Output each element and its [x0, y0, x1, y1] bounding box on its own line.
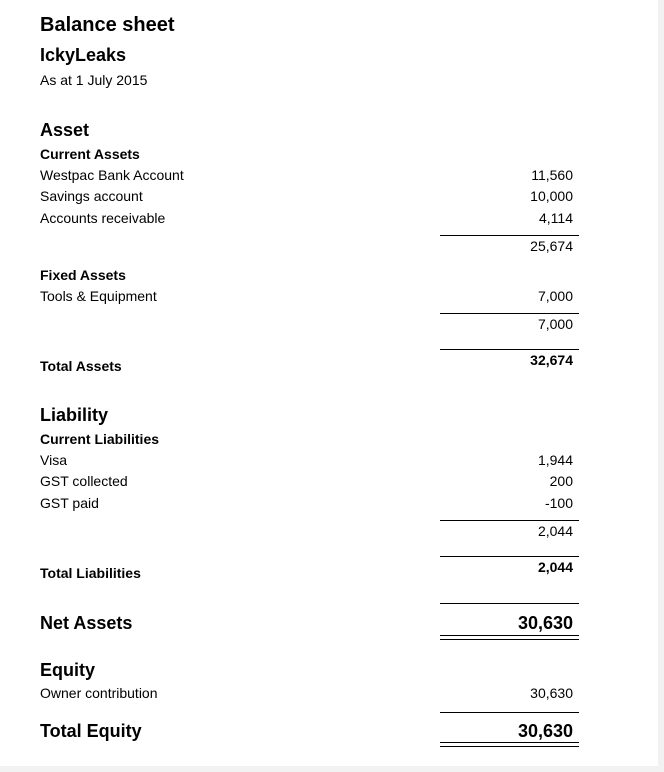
net-assets-top-rule: [440, 603, 579, 604]
current-assets-subtotal: 25,674: [530, 238, 573, 254]
subtotal-rule: [440, 313, 579, 314]
line-item-label: Tools & Equipment: [40, 288, 157, 304]
line-item-label: GST paid: [40, 495, 99, 511]
fixed-assets-subtotal: 7,000: [537, 316, 573, 332]
line-item-label: GST collected: [40, 473, 128, 489]
total-equity-value: 30,630: [517, 721, 573, 741]
total-assets-label: Total Assets: [40, 358, 122, 374]
fixed-assets-heading: Fixed Assets: [40, 267, 126, 283]
asset-heading: Asset: [40, 120, 90, 140]
liability-heading: Liability: [40, 405, 109, 425]
total-rule: [440, 349, 579, 350]
current-liabilities-heading: Current Liabilities: [40, 431, 160, 447]
line-item-label: Accounts receivable: [40, 210, 166, 226]
total-equity-top-rule: [440, 712, 579, 713]
line-item-value: 10,000: [530, 188, 573, 204]
report-date: As at 1 July 2015: [40, 72, 148, 88]
line-item-value: 4,114: [539, 210, 573, 226]
line-item-value: 7,000: [537, 288, 573, 304]
line-item-label: Owner contribution: [40, 685, 158, 701]
line-item-value: 200: [549, 473, 573, 489]
current-liabilities-subtotal: 2,044: [537, 523, 573, 539]
line-item-label: Savings account: [40, 188, 143, 204]
subtotal-rule: [440, 235, 579, 236]
net-assets-value: 30,630: [517, 613, 573, 633]
line-item-label: Visa: [40, 452, 67, 468]
total-equity-double-rule: [440, 742, 579, 747]
line-item-value: -100: [544, 495, 573, 511]
total-rule: [440, 556, 579, 557]
current-assets-heading: Current Assets: [40, 146, 140, 162]
line-item-label: Westpac Bank Account: [40, 167, 184, 183]
line-item-value: 11,560: [531, 167, 573, 183]
total-liabilities-label: Total Liabilities: [40, 565, 141, 581]
subtotal-rule: [440, 520, 579, 521]
total-assets-value: 32,674: [530, 352, 573, 368]
line-item-value: 30,630: [530, 685, 573, 701]
net-assets-label: Net Assets: [40, 613, 133, 633]
line-item-value: 1,944: [537, 452, 573, 468]
equity-heading: Equity: [40, 660, 96, 680]
net-assets-double-rule: [440, 635, 579, 640]
total-liabilities-value: 2,044: [537, 559, 573, 575]
total-equity-label: Total Equity: [40, 721, 142, 741]
page-title: Balance sheet: [40, 14, 175, 36]
company-name: IckyLeaks: [40, 45, 127, 65]
